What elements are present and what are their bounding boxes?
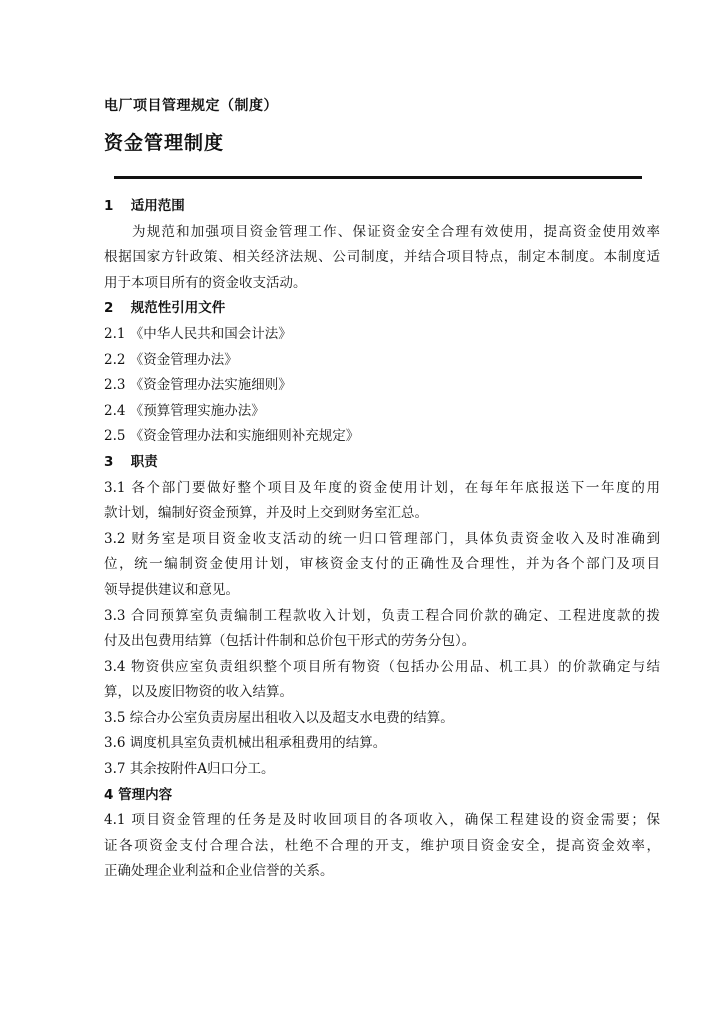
paragraph-line: 3.2 财务室是项目资金收支活动的统一归口管理部门，具体负责资金收入及时准确到 <box>104 530 660 547</box>
section-title: 适用范围 <box>130 198 185 214</box>
paragraph-line: 3.5 综合办公室负责房屋出租收入以及超支水电费的结算。 <box>104 709 454 726</box>
section-number: 4 <box>104 786 114 803</box>
paragraph-line: 4.1 项目资金管理的任务是及时收回项目的各项收入，确保工程建设的资金需要；保 <box>104 812 660 829</box>
reference-item: 2.4 《预算管理实施办法》 <box>104 402 265 419</box>
section-number: 2 <box>104 300 114 317</box>
paragraph-line: 3.3 合同预算室负责编制工程款收入计划，负责工程合同价款的确定、工程进度款的拨 <box>104 607 660 624</box>
section-title: 管理内容 <box>118 786 173 803</box>
paragraph-line: 款计划，编制好资金预算，并及时上交到财务室汇总。 <box>104 505 428 522</box>
paragraph-line: 根据国家方针政策、相关经济法规、公司制度，并结合项目特点，制定本制度。本制度适 <box>104 249 660 266</box>
paragraph-line: 证各项资金支付合理合法，杜绝不合理的开支，维护项目资金安全，提高资金效率， <box>104 837 660 854</box>
section-title: 职责 <box>130 453 158 470</box>
document-title: 资金管理制度 <box>104 132 225 154</box>
paragraph-line: 3.4 物资供应室负责组织整个项目所有物资（包括办公用品、机工具）的价款确定与结 <box>104 658 660 675</box>
paragraph-line: 用于本项目所有的资金收支活动。 <box>104 274 307 291</box>
paragraph-line: 付及出包费用结算（包括计件制和总价包干形式的劳务分包）。 <box>104 633 476 650</box>
paragraph-line: 领导提供建议和意见。 <box>104 581 239 598</box>
reference-item: 2.3 《资金管理办法实施细则》 <box>104 377 292 394</box>
paragraph-line: 正确处理企业利益和企业信誉的关系。 <box>104 863 334 880</box>
paragraph-line: 算，以及废旧物资的收入结算。 <box>104 684 293 701</box>
section-number: 1 <box>104 198 114 214</box>
reference-item: 2.2 《资金管理办法》 <box>104 351 238 368</box>
title-divider <box>114 176 642 179</box>
section-heading <box>104 450 660 476</box>
section-heading <box>104 296 660 322</box>
paragraph-line: 3.1 各个部门要做好整个项目及年度的资金使用计划，在每年年底报送下一年度的用 <box>104 479 660 496</box>
paragraph-line: 位，统一编制资金使用计划，审核资金支付的正确性及合理性，并为各个部门及项目 <box>104 556 660 573</box>
paragraph-line: 3.6 调度机具室负责机械出租承租费用的结算。 <box>104 735 387 752</box>
section-number: 3 <box>104 453 114 470</box>
section-heading <box>104 783 660 809</box>
reference-item: 2.1 《中华人民共和国会计法》 <box>104 325 292 342</box>
header-label: 电厂项目管理规定（制度） <box>104 98 278 114</box>
document-body <box>104 194 660 885</box>
paragraph-line: 为规范和加强项目资金管理工作、保证资金安全合理有效使用，提高资金使用效率 <box>132 223 660 240</box>
paragraph-line: 3.7 其余按附件A归口分工。 <box>104 761 275 778</box>
section-heading <box>104 194 660 220</box>
section-title: 规范性引用文件 <box>130 300 226 317</box>
reference-item: 2.5 《资金管理办法和实施细则补充规定》 <box>104 428 360 445</box>
